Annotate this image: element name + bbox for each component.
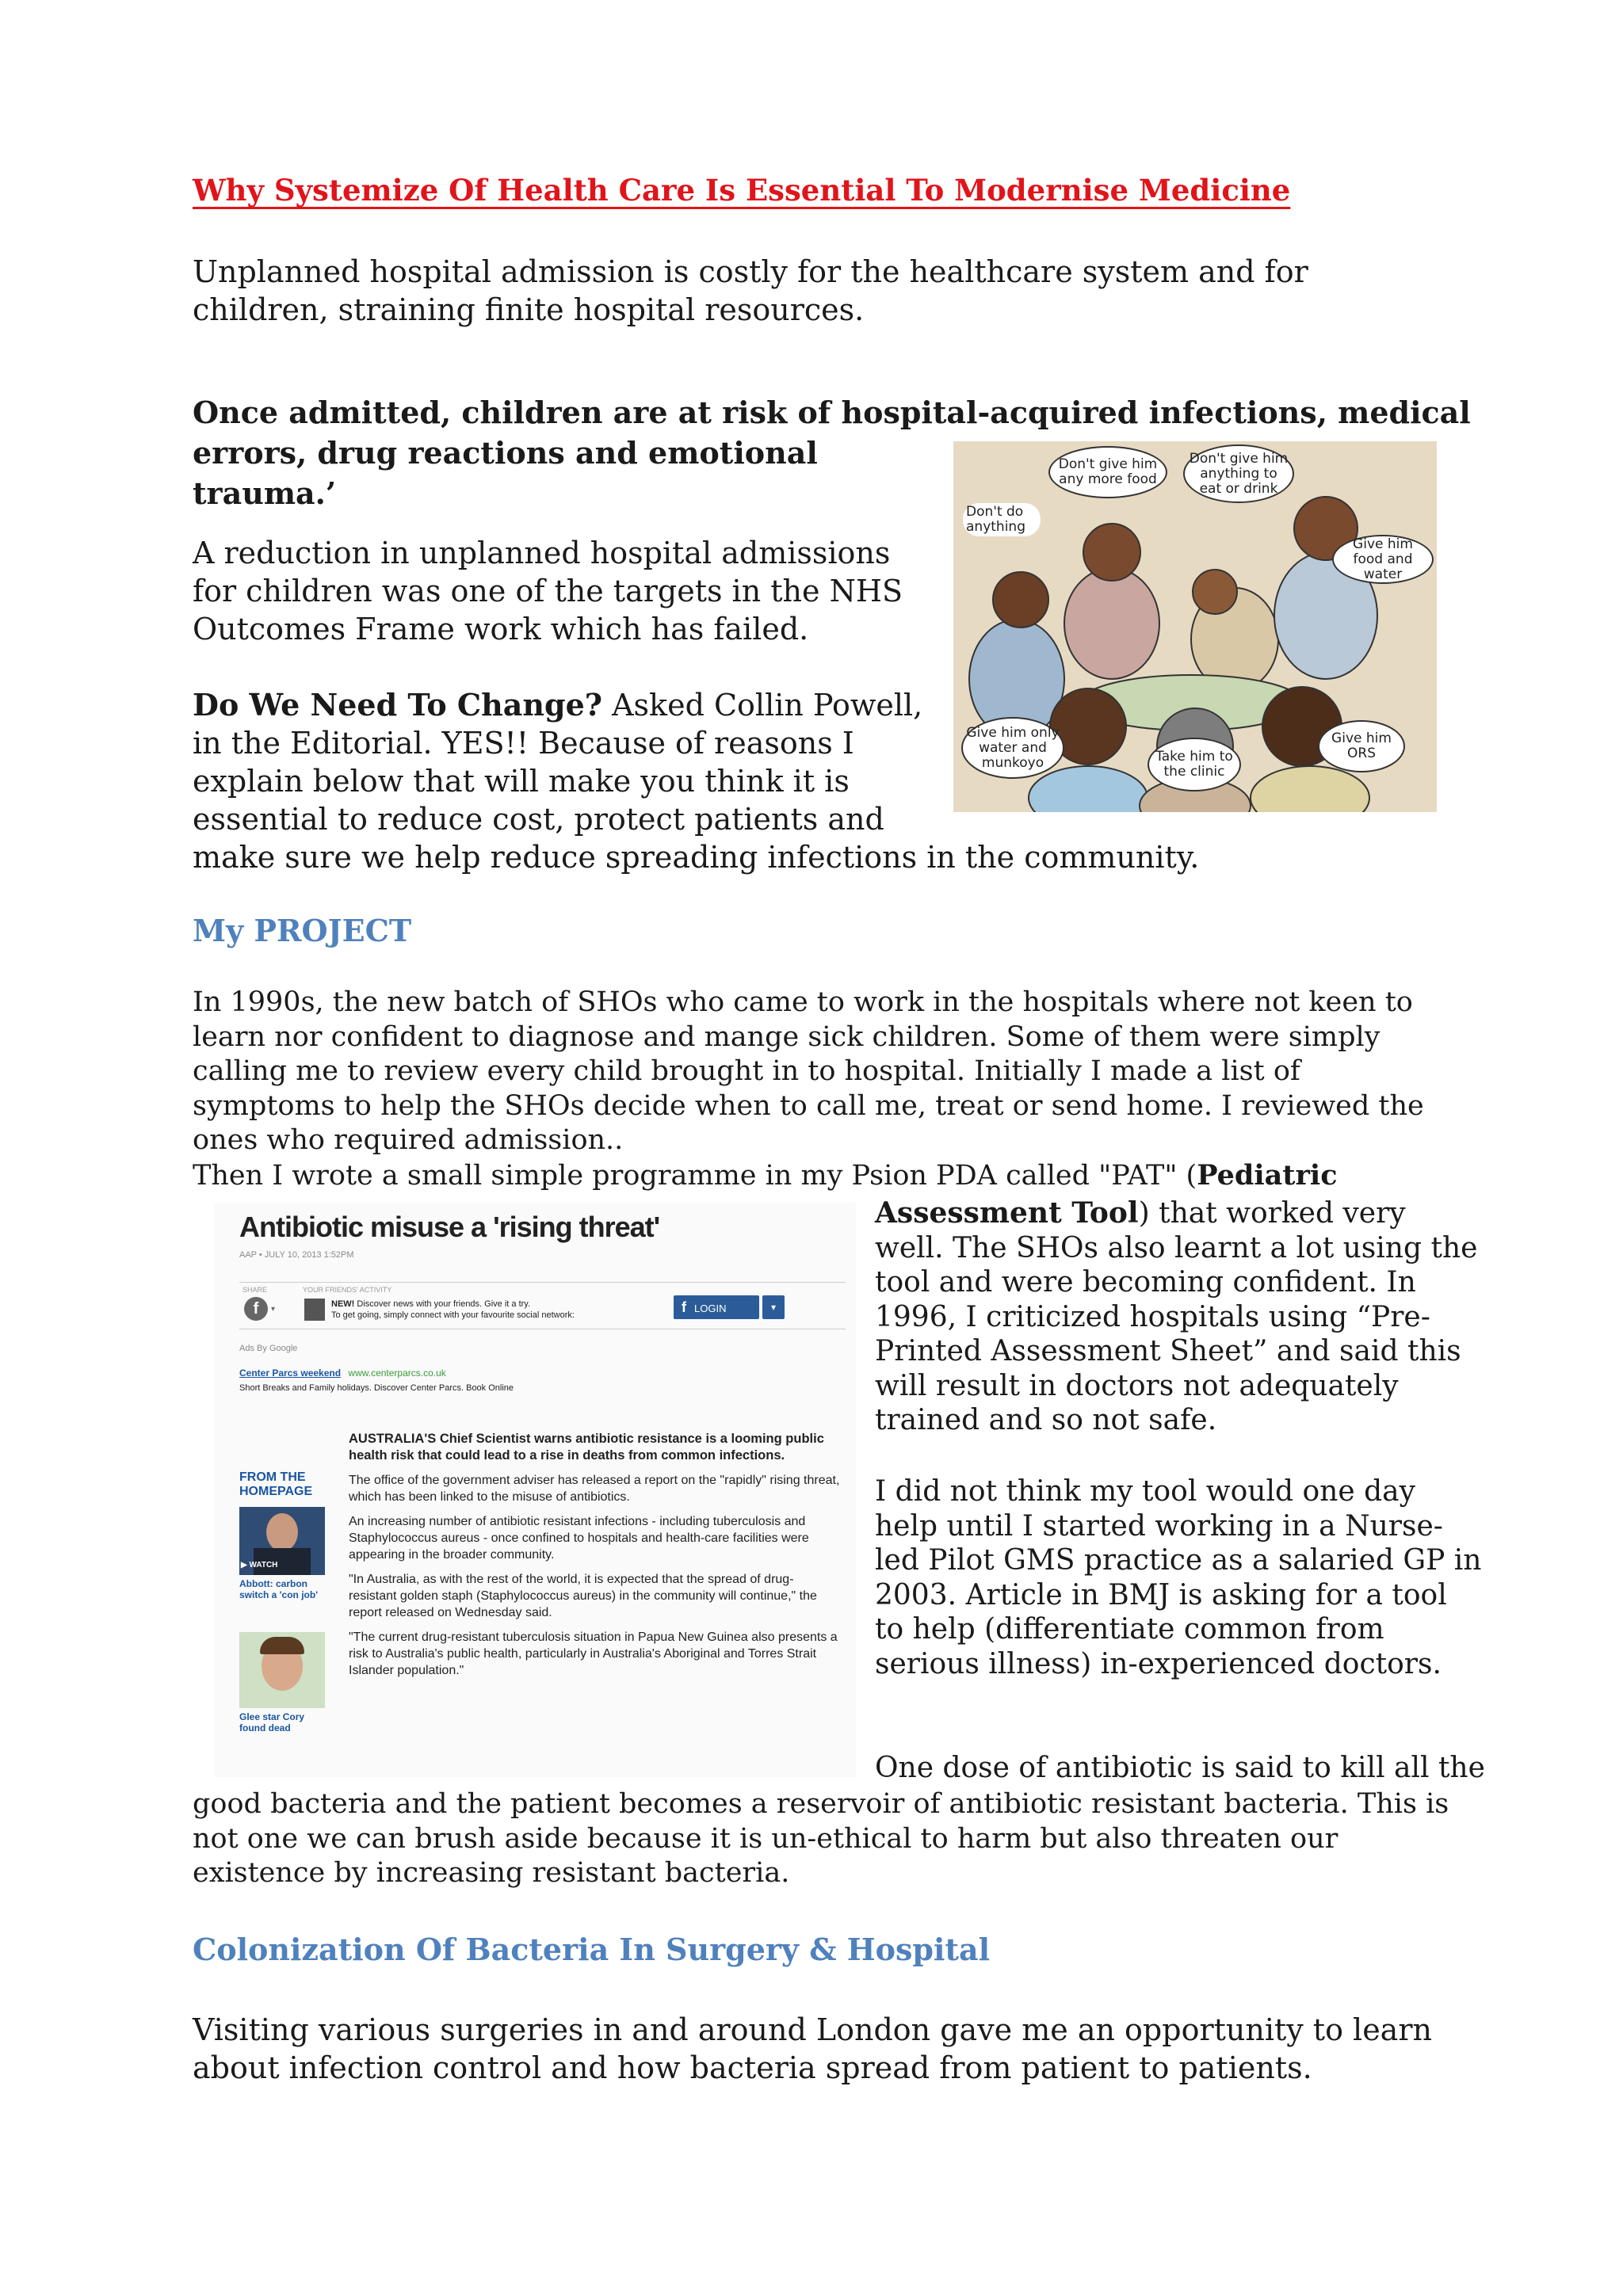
ad-link[interactable]: Center Parcs weekend xyxy=(239,1367,342,1379)
bubble-water-munkoyo: Give him only water and munkoyo xyxy=(961,717,1064,779)
friends-activity-text: NEW! Discover news with your friends. Give it a try. To get going, simply connect with your favourite social network: xyxy=(331,1299,575,1320)
page-title: Why Systemize Of Health Care Is Essential To Modernise Medicine xyxy=(193,173,1291,208)
login-dropdown-button[interactable]: ▾ xyxy=(762,1295,785,1319)
bubble-food-water: Give him food and water xyxy=(1332,535,1434,584)
article-meta: AAP • JULY 10, 2013 1:52PM xyxy=(239,1250,354,1260)
article-paragraph: The office of the government adviser has released a report on the "rapidly" rising threat, which has been linked to the misuse of antibiotics. xyxy=(349,1474,840,1504)
ad-line: Center Parcs weekend www.centerparcs.co.uk xyxy=(239,1367,446,1379)
intro-paragraph: Unplanned hospital admission is costly for the healthcare system and for children, straining finite hospital resources. xyxy=(193,254,1308,327)
facebook-icon[interactable]: f xyxy=(244,1297,268,1321)
pat-paragraph: Assessment Tool) that worked very well. The SHOs also learnt a lot using the tool and were becoming confident. In 1996, I criticized hospitals using “Pre- Printed Assessment Sheet” and said this will result in doctors not adequately trained and so not safe. xyxy=(875,1196,1478,1436)
article-paragraph: An increasing number of antibiotic resistant infections - including tuberculosis and Staphylococcus aureus - once confined to hospitals and health-care facilities were appearing in the broader community. xyxy=(349,1515,809,1562)
project-heading: My PROJECT xyxy=(193,913,412,948)
news-article-image xyxy=(214,1203,856,1777)
bubble-nothing-to-eat: Don't give him anything to eat or drink xyxy=(1183,444,1294,503)
chevron-down-icon[interactable]: ▾ xyxy=(271,1305,276,1314)
user-silhouette-icon xyxy=(304,1299,325,1321)
article-lead: AUSTRALIA'S Chief Scientist warns antibiotic resistance is a looming public health risk that could lead to a rise in deaths from common infections. xyxy=(349,1432,824,1463)
quote-paragraph: Once admitted, children are at risk of hospital-acquired infections, medical errors, drug reactions and emotional trauma.’ xyxy=(193,395,1471,511)
share-bar: SHARE f ▾ YOUR FRIENDS' ACTIVITY NEW! Discover news with your friends. Give it a try. To get going, simply connect with your favourite social network: f LOGIN ▾ xyxy=(239,1282,846,1329)
ads-label: Ads By Google xyxy=(239,1344,298,1353)
sidebar-link-cory[interactable]: Glee star Cory found dead xyxy=(239,1711,305,1733)
bubble-do-nothing: Don't do anything xyxy=(963,503,1041,536)
politician-photo[interactable] xyxy=(239,1507,325,1575)
article-paragraph: "The current drug-resistant tuberculosis situation in Papua New Guinea also presents a risk to Australia's public health, particularly in Australia's Aboriginal and Torres Strait Islander population." xyxy=(349,1630,838,1677)
actor-photo[interactable] xyxy=(239,1632,325,1708)
project-paragraph: In 1990s, the new batch of SHOs who came to work in the hospitals where not keen to learn nor confident to diagnose and mange sick children. Some of them were simply calling me to review every child brought in to hospital. Initially I made a list of symptoms to help the SHOs decide when to call me, treat or send home. I reviewed the ones who required admission.. Then I wrote a small simple programme in my Psion PDA called "PAT" (Pediatric xyxy=(193,986,1424,1192)
bubble-clinic: Take him to the clinic xyxy=(1148,738,1241,791)
facebook-login-button[interactable]: f LOGIN xyxy=(674,1295,759,1319)
antibiotic-paragraph: good bacteria and the patient becomes a reservoir of antibiotic resistant bacteria. This is not one we can brush aside because it is un-ethical to harm but also threaten our existence by increasing resistant bacteria. xyxy=(193,1788,1449,1889)
colonization-paragraph: Visiting various surgeries in and around London gave me an opportunity to learn about infection control and how bacteria spread from patient to patients. xyxy=(193,2012,1432,2085)
facebook-logo-icon: f xyxy=(682,1299,686,1315)
article-title: Antibiotic misuse a 'rising threat' xyxy=(239,1211,660,1243)
homepage-sidebar xyxy=(239,1470,328,1772)
watch-label: ▶ WATCH xyxy=(241,1561,278,1569)
bubble-no-more-food: Don't give him any more food xyxy=(1048,446,1167,498)
reduction-paragraph: A reduction in unplanned hospital admissions for children was one of the targets in the NHS Outcomes Frame work which has failed. xyxy=(193,536,903,646)
antibiotic-first-line: One dose of antibiotic is said to kill all the xyxy=(875,1752,1485,1784)
change-paragraph: Do We Need To Change? Asked Collin Powell, in the Editorial. YES!! Because of reasons I explain below that will make you think it is essential to reduce cost, protect patients and make sure we help reduce spreading infections in the community. xyxy=(193,687,1200,875)
colonization-heading: Colonization Of Bacteria In Surgery & Hospital xyxy=(193,1932,991,1967)
from-homepage-label: FROM THE HOMEPAGE xyxy=(239,1470,313,1498)
article-paragraph: "In Australia, as with the rest of the world, it is expected that the spread of drug-resistant golden staph (Staphylococcus aureus) in the community will continue," the report released on Wednesday said. xyxy=(349,1573,817,1619)
article-body xyxy=(349,1431,840,1687)
bubble-ors: Give him ORS xyxy=(1318,720,1405,772)
tool-paragraph: I did not think my tool would one day help until I started working in a Nurse- led Pilot GMS practice as a salaried GP in 2003. Article in BMJ is asking for a tool to help (differentiate common from serious illness) in-experienced doctors. xyxy=(875,1475,1482,1680)
sidebar-link-abbott[interactable]: Abbott: carbon switch a 'con job' xyxy=(239,1578,319,1600)
ad-text: Short Breaks and Family holidays. Discover Center Parcs. Book Online xyxy=(239,1383,514,1393)
cartoon-illustration xyxy=(953,441,1437,812)
